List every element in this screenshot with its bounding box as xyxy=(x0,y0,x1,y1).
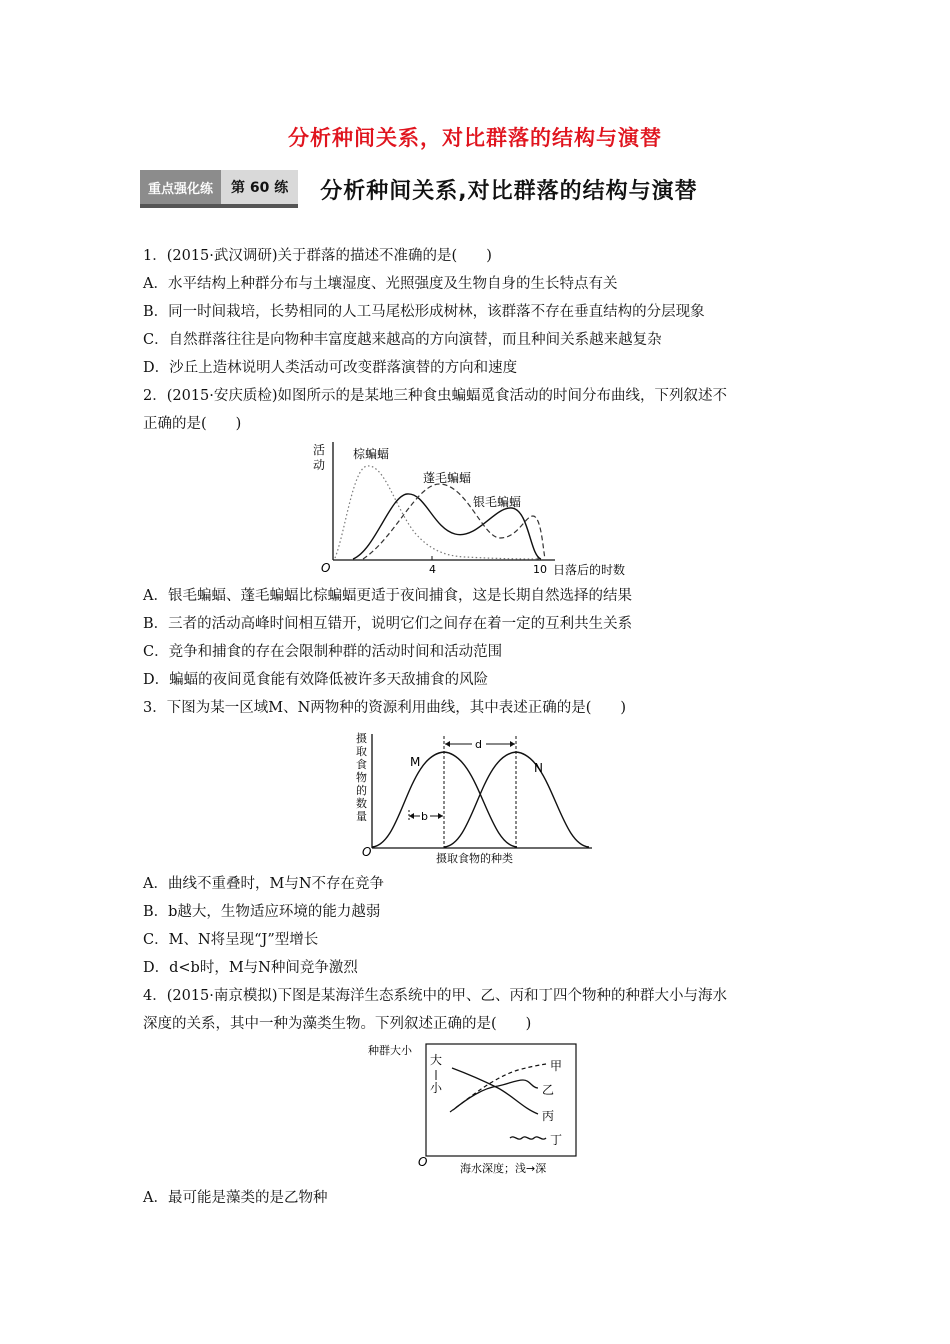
svg-text:量: 量 xyxy=(356,810,367,823)
q4-option-a: A．最可能是藻类的是乙物种 xyxy=(143,1190,328,1206)
fig3-origin: O xyxy=(418,1155,428,1169)
q2-option-b: B．三者的活动高峰时间相互错开，说明它们之间存在着一定的互利共生关系 xyxy=(143,616,633,632)
yi-curve xyxy=(453,1080,538,1110)
bat-activity-figure xyxy=(305,438,645,580)
fig3-label-jia: 甲 xyxy=(550,1059,563,1073)
fig1-xlabel: 日落后的时数 xyxy=(553,563,626,577)
fig1-label-silver: 银毛蝙蝠 xyxy=(473,495,522,509)
fig2-xlabel: 摄取食物的种类 xyxy=(436,852,513,865)
fig3-big: 大 xyxy=(430,1053,443,1067)
fig3-ylabel: 种群大小 xyxy=(368,1044,412,1057)
fig3-small: 小 xyxy=(430,1081,443,1095)
fig1-label-hoary: 蓬毛蝙蝠 xyxy=(423,471,472,485)
resource-use-figure xyxy=(352,730,602,865)
depth-population-figure xyxy=(368,1040,583,1180)
q2-option-c: C．竞争和捕食的存在会限制种群的活动时间和活动范围 xyxy=(143,644,503,660)
fig1-label-brown: 棕蝙蝠 xyxy=(353,447,390,461)
q2-option-a: A．银毛蝙蝠、蓬毛蝙蝠比棕蝙蝠更适于夜间捕食，这是长期自然选择的结果 xyxy=(143,588,632,604)
q2-stem-line2: 正确的是( ) xyxy=(143,416,242,432)
fig2-ylabel xyxy=(356,731,367,823)
badge-number: 第 60 练 xyxy=(221,170,298,204)
fig3-label-ding: 丁 xyxy=(550,1133,563,1147)
q1-option-c: C．自然群落往往是向物种丰富度越来越高的方向演替，而且种间关系越来越复杂 xyxy=(143,332,662,348)
fig1-origin: O xyxy=(321,561,331,575)
fig2-label-d: d xyxy=(475,738,482,751)
q1-option-a: A．水平结构上种群分布与土壤湿度、光照强度及生物自身的生长特点有关 xyxy=(143,276,618,292)
svg-text:的: 的 xyxy=(356,784,367,797)
fig2-label-n: N xyxy=(534,761,543,775)
q3-option-b: B．b越大，生物适应环境的能力越弱 xyxy=(143,904,381,920)
fig3-xlabel: 海水深度；浅→深 xyxy=(460,1162,547,1175)
ding-curve xyxy=(510,1137,546,1139)
q1-stem: 1．(2015·武汉调研)关于群落的描述不准确的是( ) xyxy=(143,248,492,264)
fig1-tick-4: 4 xyxy=(429,563,436,576)
q3-stem: 3．下图为某一区域M、N两物种的资源利用曲线，其中表述正确的是( ) xyxy=(143,700,627,716)
q4-stem-line1: 4．(2015·南京模拟)下图是某海洋生态系统中的甲、乙、丙和丁四个物种的种群大小与海水 xyxy=(143,988,728,1004)
fig1-tick-10: 10 xyxy=(533,563,547,576)
svg-text:数: 数 xyxy=(356,797,367,810)
section-badge xyxy=(140,170,298,208)
fig1-ylabel-2: 动 xyxy=(313,458,326,472)
svg-text:摄: 摄 xyxy=(356,732,367,745)
q1-option-d: D．沙丘上造林说明人类活动可改变群落演替的方向和速度 xyxy=(143,360,518,376)
svg-text:物: 物 xyxy=(356,771,367,784)
bing-curve xyxy=(452,1068,538,1114)
fig2-origin: O xyxy=(362,845,372,859)
q1-option-b: B．同一时间栽培，长势相同的人工马尾松形成树林，该群落不存在垂直结构的分层现象 xyxy=(143,304,705,320)
fig3-label-bing: 丙 xyxy=(542,1109,555,1123)
page-title: 分析种间关系，对比群落的结构与演替 xyxy=(288,125,662,150)
q2-stem-line1: 2．(2015·安庆质检)如图所示的是某地三种食虫蝙蝠觅食活动的时间分布曲线，下列叙述不 xyxy=(143,388,728,404)
q3-option-c: C．M、N将呈现“J”型增长 xyxy=(143,932,319,948)
fig2-label-m: M xyxy=(410,755,421,769)
svg-text:食: 食 xyxy=(356,758,367,771)
q3-option-a: A．曲线不重叠时，M与N不存在竞争 xyxy=(143,876,385,892)
badge-tag: 重点强化练 xyxy=(140,170,221,204)
section-banner xyxy=(140,170,698,208)
fig2-label-b: b xyxy=(421,810,428,823)
section-title: 分析种间关系,对比群落的结构与演替 xyxy=(320,178,698,204)
q4-stem-line2: 深度的关系，其中一种为藻类生物。下列叙述正确的是( ) xyxy=(143,1016,532,1032)
q2-option-d: D．蝙蝠的夜间觅食能有效降低被许多天敌捕食的风险 xyxy=(143,672,489,688)
fig1-ylabel-1: 活 xyxy=(313,443,326,457)
svg-text:取: 取 xyxy=(356,745,367,758)
fig3-label-yi: 乙 xyxy=(542,1083,555,1097)
q3-option-d: D．d<b时，M与N种间竞争激烈 xyxy=(143,960,358,976)
